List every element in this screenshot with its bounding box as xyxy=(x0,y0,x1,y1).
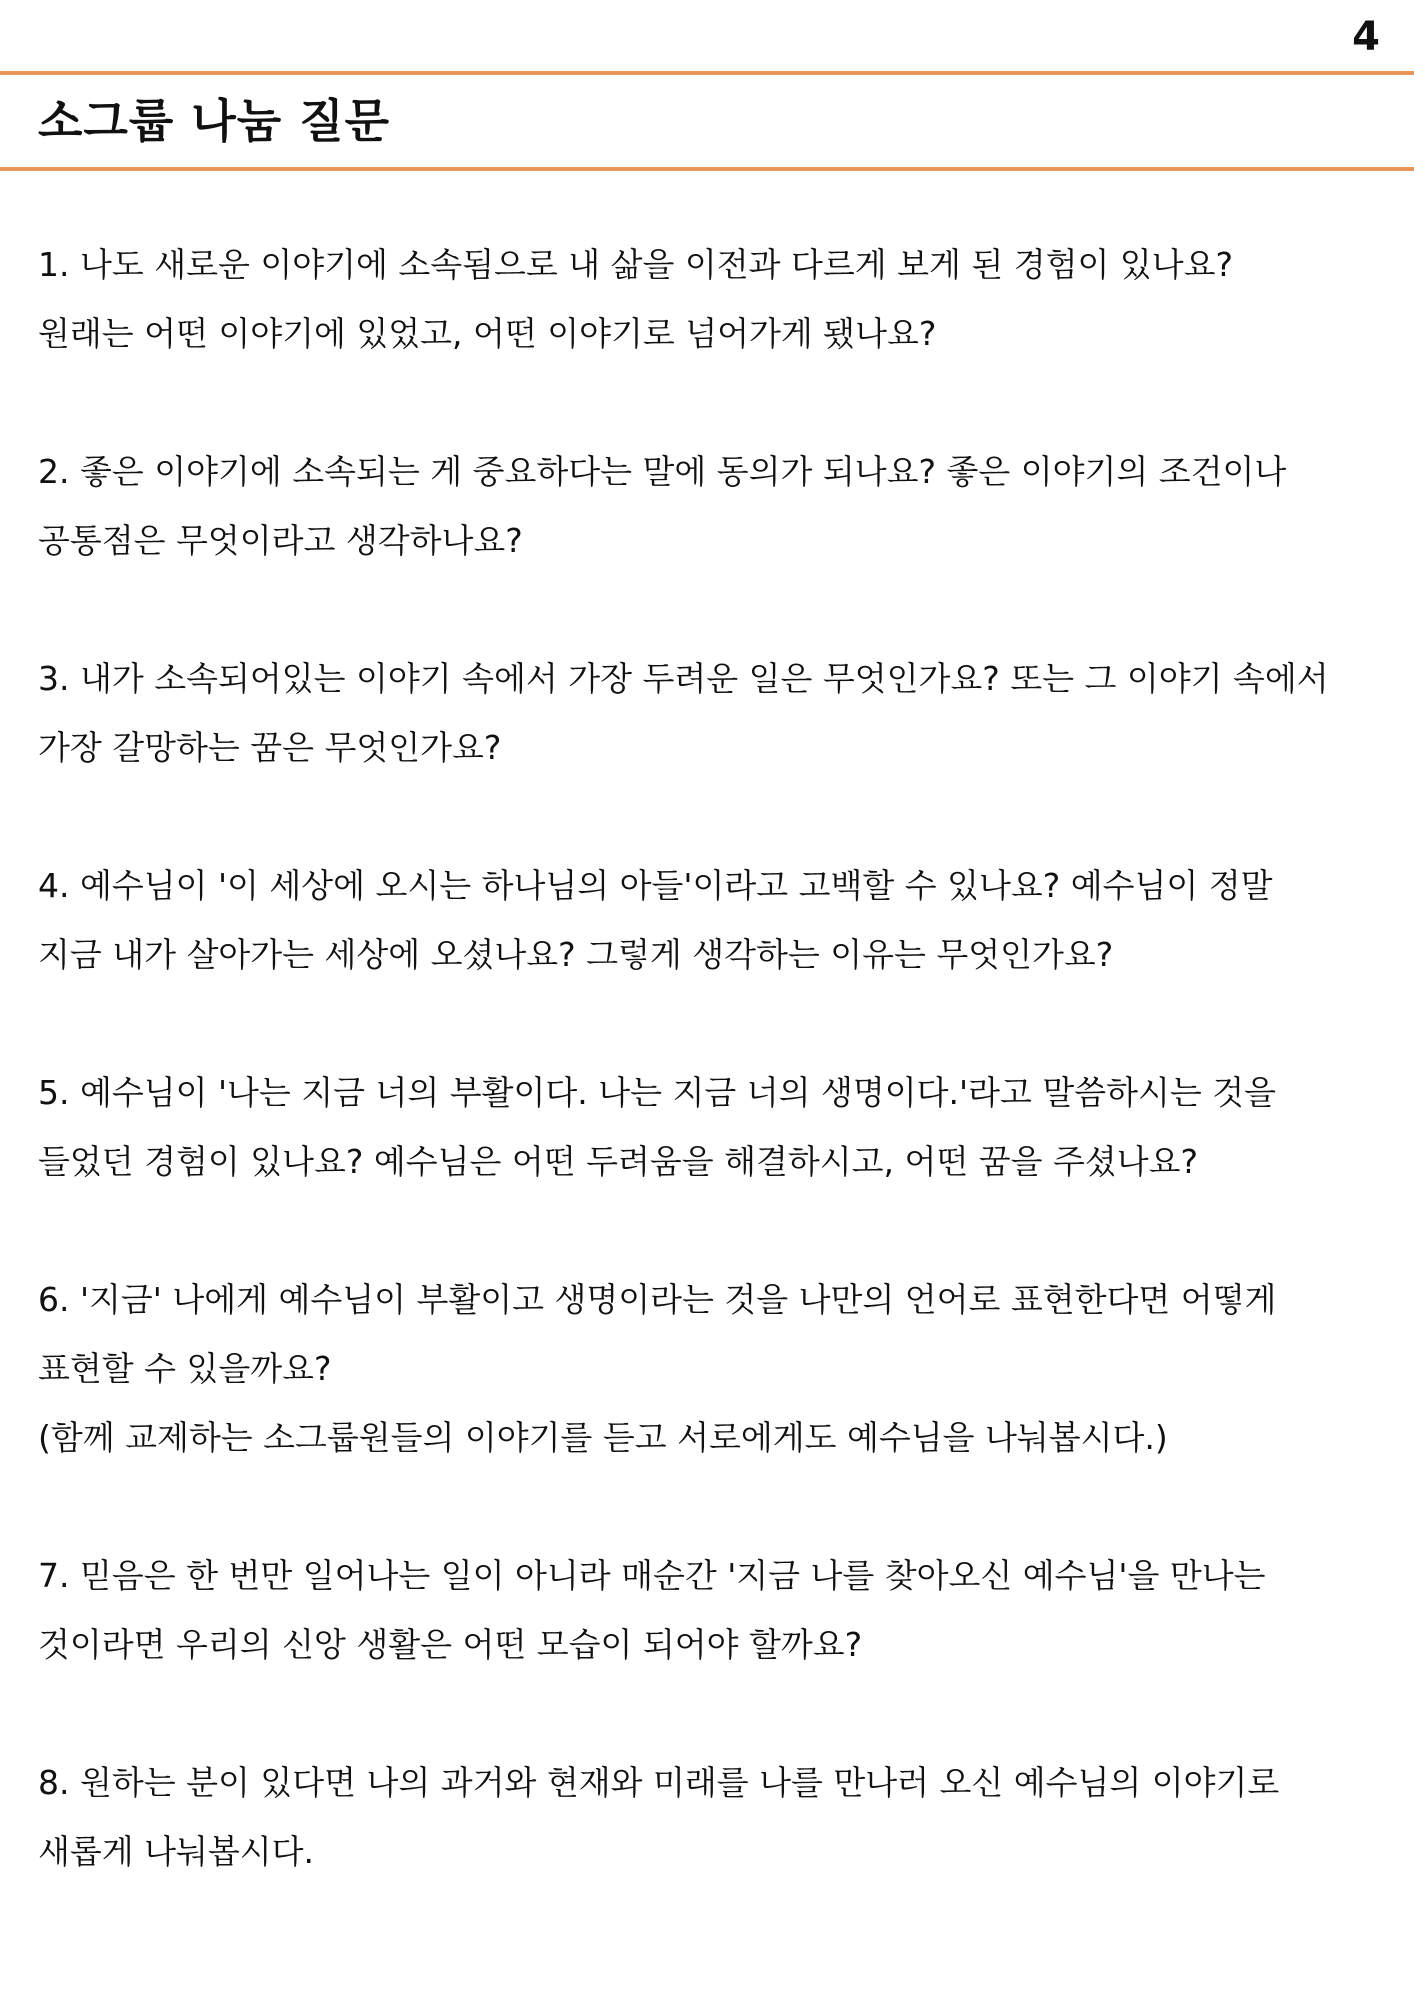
question-4-line-1: 4. 예수님이 '이 세상에 오시는 하나님의 아들'이라고 고백할 수 있나요? 예수님이 정말 xyxy=(38,866,1273,905)
question-6-line-3: (함께 교제하는 소그룹원들의 이야기를 듣고 서로에게도 예수님을 나눠봅시다.) xyxy=(38,1418,1168,1457)
question-7-line-1: 7. 믿음은 한 번만 일어나는 일이 아니라 매순간 '지금 나를 찾아오신 예수님'을 만나는 xyxy=(38,1556,1266,1595)
question-5 xyxy=(38,1058,1388,1196)
question-5-line-2: 들었던 경험이 있나요? 예수님은 어떤 두려움을 해결하시고, 어떤 꿈을 주셨나요? xyxy=(38,1142,1199,1181)
question-1 xyxy=(38,230,1388,368)
question-2 xyxy=(38,437,1388,575)
question-4-line-2: 지금 내가 살아가는 세상에 오셨나요? 그렇게 생각하는 이유는 무엇인가요? xyxy=(38,935,1114,974)
question-6-line-2: 표현할 수 있을까요? xyxy=(38,1349,332,1388)
question-6-line-1: 6. '지금' 나에게 예수님이 부활이고 생명이라는 것을 나만의 언어로 표현한다면 어떻게 xyxy=(38,1280,1277,1319)
question-7 xyxy=(38,1541,1388,1679)
question-8 xyxy=(38,1748,1388,1886)
question-4 xyxy=(38,851,1388,989)
question-7-line-2: 것이라면 우리의 신앙 생활은 어떤 모습이 되어야 할까요? xyxy=(38,1625,863,1664)
question-8-line-2: 새롭게 나눠봅시다. xyxy=(38,1832,315,1871)
question-5-line-1: 5. 예수님이 '나는 지금 너의 부활이다. 나는 지금 너의 생명이다.'라고 말씀하시는 것을 xyxy=(38,1073,1276,1112)
question-1-line-1: 1. 나도 새로운 이야기에 소속됨으로 내 삶을 이전과 다르게 보게 된 경험이 있나요? xyxy=(38,245,1233,284)
question-3-line-2: 가장 갈망하는 꿈은 무엇인가요? xyxy=(38,728,502,767)
section-title: 소그룹 나눔 질문 xyxy=(38,94,391,148)
question-3 xyxy=(38,644,1388,782)
question-2-line-2: 공통점은 무엇이라고 생각하나요? xyxy=(38,521,523,560)
question-1-line-2: 원래는 어떤 이야기에 있었고, 어떤 이야기로 넘어가게 됐나요? xyxy=(38,314,937,353)
question-3-line-1: 3. 내가 소속되어있는 이야기 속에서 가장 두려운 일은 무엇인가요? 또는 그 이야기 속에서 xyxy=(38,659,1329,698)
question-8-line-1: 8. 원하는 분이 있다면 나의 과거와 현재와 미래를 나를 만나러 오신 예수님의 이야기로 xyxy=(38,1763,1280,1802)
question-6 xyxy=(38,1265,1388,1472)
section-header xyxy=(0,71,1414,171)
page-number: 4 xyxy=(1352,14,1380,60)
question-2-line-1: 2. 좋은 이야기에 소속되는 게 중요하다는 말에 동의가 되나요? 좋은 이야기의 조건이나 xyxy=(38,452,1287,491)
question-list xyxy=(38,230,1388,1955)
